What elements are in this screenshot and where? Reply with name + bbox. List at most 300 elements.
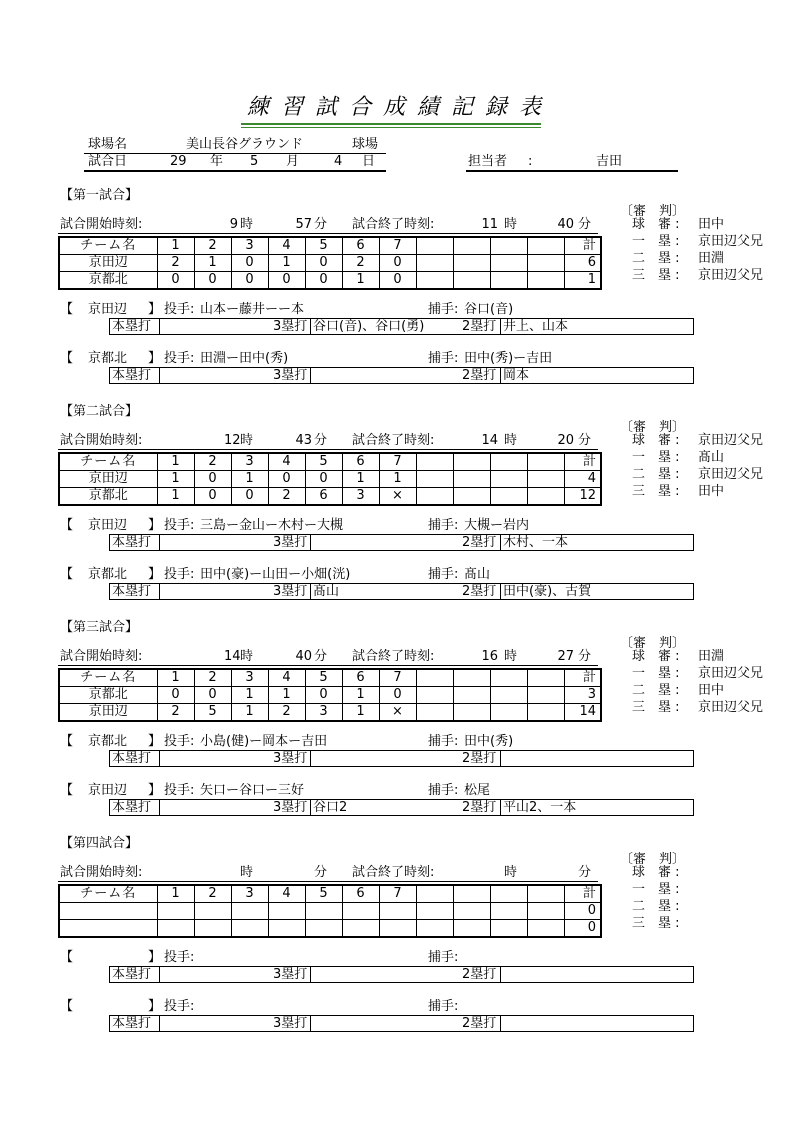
inning-score <box>194 920 231 938</box>
start-minute: 40 <box>295 649 312 664</box>
catcher-value: 髙山 <box>464 567 491 582</box>
inning-header <box>453 669 490 687</box>
end-hour-unit: 時 <box>504 217 518 232</box>
pitcher-label: 投手: <box>164 950 195 965</box>
catcher-value: 大槻ー岩内 <box>464 518 530 533</box>
inning-score <box>379 920 416 938</box>
umpire-third-value: 田中 <box>698 484 725 499</box>
team-total: 3 <box>564 687 601 704</box>
record-bracket-close: 】 <box>148 950 162 965</box>
umpire-third-value: 京田辺父兄 <box>698 268 764 283</box>
end-minute-unit: 分 <box>578 217 592 232</box>
inning-score: 0 <box>231 255 268 272</box>
divider <box>500 535 501 550</box>
umpire-third-label: 三 塁 : <box>632 268 680 283</box>
inning-score: 6 <box>305 488 342 506</box>
inning-header: 3 <box>231 885 268 903</box>
inning-score <box>416 272 453 290</box>
inning-header <box>490 453 527 471</box>
inning-score: 0 <box>231 488 268 506</box>
double-label: 2塁打 <box>462 319 497 334</box>
record-bracket-open: 【 <box>60 734 74 749</box>
triple-value: 谷口2 <box>313 800 348 815</box>
triple-label: 3塁打 <box>273 368 308 383</box>
hit-record-box <box>109 966 694 983</box>
person-value: 吉田 <box>596 154 623 169</box>
umpire-first-label: 一 塁 : <box>632 234 680 249</box>
end-minute-unit: 分 <box>578 433 592 448</box>
total-column-header: 計 <box>564 453 601 471</box>
person-colon: : <box>528 154 533 169</box>
inning-header: 5 <box>305 453 342 471</box>
inning-score <box>490 920 527 938</box>
team-total: 0 <box>564 903 601 920</box>
pitcher-label: 投手: <box>164 567 195 582</box>
triple-value: 髙山 <box>313 584 340 599</box>
catcher-label: 捕手: <box>428 302 459 317</box>
divider <box>310 800 311 815</box>
inning-header: 7 <box>379 237 416 255</box>
inning-score: 1 <box>342 471 379 488</box>
ground-label: 球場名 <box>88 137 128 152</box>
umpire-first-label: 一 塁 : <box>632 450 680 465</box>
inning-header: 5 <box>305 237 342 255</box>
end-hour-unit: 時 <box>504 865 518 880</box>
person-underline <box>466 170 678 172</box>
start-hour: 9 <box>229 217 238 232</box>
inning-score: 1 <box>231 704 268 722</box>
inning-score <box>490 687 527 704</box>
team-total: 14 <box>564 704 601 722</box>
inning-header <box>527 237 564 255</box>
umpire-first-value: 京田辺父兄 <box>698 234 764 249</box>
divider <box>159 319 160 334</box>
score-table <box>58 884 602 938</box>
triple-label: 3塁打 <box>273 751 308 766</box>
inning-score: 0 <box>194 471 231 488</box>
inning-score: 3 <box>305 704 342 722</box>
end-minute-unit: 分 <box>578 865 592 880</box>
team-name: 京都北 <box>59 488 157 506</box>
double-value: 平山2、一本 <box>503 800 577 815</box>
divider <box>500 751 501 766</box>
date-day: 4 <box>334 154 343 169</box>
double-value: 井上、山本 <box>503 319 569 334</box>
inning-header <box>527 453 564 471</box>
umpire-header: 〔審 判〕 <box>620 204 686 219</box>
start-hour-unit: 時 <box>240 649 254 664</box>
inning-score <box>527 920 564 938</box>
inning-score <box>490 903 527 920</box>
inning-score: 0 <box>268 272 305 290</box>
divider <box>310 967 311 982</box>
inning-score <box>416 255 453 272</box>
umpire-second-label: 二 塁 : <box>632 683 680 698</box>
start-minute-unit: 分 <box>314 865 328 880</box>
record-bracket-open: 【 <box>60 950 74 965</box>
divider <box>310 368 311 383</box>
hit-record-box <box>109 799 694 816</box>
divider <box>310 584 311 599</box>
pitcher-value: 矢口ー谷口ー三好 <box>200 783 305 798</box>
record-bracket-close: 】 <box>148 783 162 798</box>
team-total: 12 <box>564 488 601 506</box>
team-name: 京田辺 <box>59 255 157 272</box>
inning-score: 1 <box>342 687 379 704</box>
umpire-first-label: 一 塁 : <box>632 666 680 681</box>
triple-label: 3塁打 <box>273 319 308 334</box>
divider <box>159 800 160 815</box>
inning-score: 2 <box>268 704 305 722</box>
team-name <box>59 903 157 920</box>
date-year-unit: 年 <box>210 154 224 169</box>
inning-score <box>231 920 268 938</box>
team-name: 京田辺 <box>59 471 157 488</box>
inning-score: 1 <box>157 471 194 488</box>
catcher-label: 捕手: <box>428 734 459 749</box>
pitcher-value: 田中(豪)ー山田ー小畑(洸) <box>200 567 351 582</box>
hr-label: 本塁打 <box>112 967 152 982</box>
team-total: 6 <box>564 255 601 272</box>
triple-value: 谷口(音)、谷口(勇) <box>313 319 425 334</box>
umpire-second-label: 二 塁 : <box>632 467 680 482</box>
end-hour-unit: 時 <box>504 433 518 448</box>
inning-header: 4 <box>268 669 305 687</box>
catcher-label: 捕手: <box>428 351 459 366</box>
record-bracket-close: 】 <box>148 302 162 317</box>
umpire-first-value: 京田辺父兄 <box>698 666 764 681</box>
record-bracket-close: 】 <box>148 567 162 582</box>
inning-score <box>157 903 194 920</box>
triple-label: 3塁打 <box>273 1016 308 1031</box>
inning-score <box>416 471 453 488</box>
divider <box>310 1016 311 1031</box>
score-row <box>59 255 601 272</box>
team-column-header: チーム名 <box>59 237 157 255</box>
end-time-label: 試合終了時刻: <box>352 649 435 664</box>
pitcher-label: 投手: <box>164 351 195 366</box>
start-hour-unit: 時 <box>240 217 254 232</box>
umpire-plate-value: 田淵 <box>698 649 725 664</box>
inning-score <box>453 488 490 506</box>
inning-score: 1 <box>157 488 194 506</box>
double-label: 2塁打 <box>462 751 497 766</box>
inning-header: 7 <box>379 453 416 471</box>
umpire-plate-label: 球 審 : <box>632 217 680 232</box>
inning-score <box>453 255 490 272</box>
inning-header: 5 <box>305 669 342 687</box>
team-name: 京都北 <box>59 272 157 290</box>
catcher-value: 松尾 <box>464 783 491 798</box>
inning-score: 0 <box>379 272 416 290</box>
inning-score <box>453 920 490 938</box>
game-label: 【第三試合】 <box>60 620 139 635</box>
inning-header: 3 <box>231 669 268 687</box>
pitcher-label: 投手: <box>164 734 195 749</box>
inning-score <box>416 687 453 704</box>
divider <box>159 535 160 550</box>
hr-label: 本塁打 <box>112 751 152 766</box>
hr-label: 本塁打 <box>112 319 152 334</box>
divider <box>500 319 501 334</box>
inning-score <box>490 471 527 488</box>
hr-label: 本塁打 <box>112 368 152 383</box>
inning-score: 0 <box>157 272 194 290</box>
triple-label: 3塁打 <box>273 535 308 550</box>
inning-score <box>379 903 416 920</box>
divider <box>500 368 501 383</box>
inning-header: 6 <box>342 237 379 255</box>
divider <box>500 584 501 599</box>
start-time-underline <box>58 665 598 666</box>
double-value: 木村、一本 <box>503 535 569 550</box>
inning-score: 5 <box>194 704 231 722</box>
inning-score <box>453 704 490 722</box>
inning-score <box>527 704 564 722</box>
start-time-label: 試合開始時刻: <box>60 433 143 448</box>
game-label: 【第一試合】 <box>60 188 139 203</box>
inning-header <box>527 885 564 903</box>
score-row <box>59 687 601 704</box>
pitcher-label: 投手: <box>164 999 195 1014</box>
end-time-label: 試合終了時刻: <box>352 433 435 448</box>
start-minute: 57 <box>295 217 312 232</box>
hr-label: 本塁打 <box>112 1016 152 1031</box>
inning-score <box>490 704 527 722</box>
record-bracket-close: 】 <box>148 351 162 366</box>
date-month: 5 <box>250 154 259 169</box>
score-row <box>59 903 601 920</box>
triple-label: 3塁打 <box>273 967 308 982</box>
triple-label: 3塁打 <box>273 800 308 815</box>
hit-record-box <box>109 534 694 551</box>
catcher-label: 捕手: <box>428 783 459 798</box>
double-label: 2塁打 <box>462 800 497 815</box>
record-team: 京都北 <box>88 734 128 749</box>
inning-score <box>342 920 379 938</box>
inning-header: 1 <box>157 669 194 687</box>
inning-score <box>305 903 342 920</box>
umpire-third-label: 三 塁 : <box>632 700 680 715</box>
catcher-label: 捕手: <box>428 950 459 965</box>
umpire-plate-label: 球 審 : <box>632 649 680 664</box>
inning-header: 2 <box>194 669 231 687</box>
record-bracket-open: 【 <box>60 999 74 1014</box>
inning-score: × <box>379 704 416 722</box>
inning-score: 1 <box>268 255 305 272</box>
double-label: 2塁打 <box>462 1016 497 1031</box>
inning-score: 0 <box>268 471 305 488</box>
inning-header: 2 <box>194 453 231 471</box>
catcher-label: 捕手: <box>428 518 459 533</box>
inning-header: 1 <box>157 885 194 903</box>
title-underline <box>241 123 541 125</box>
inning-score: 0 <box>194 687 231 704</box>
pitcher-label: 投手: <box>164 302 195 317</box>
team-total: 1 <box>564 272 601 290</box>
divider <box>159 368 160 383</box>
hr-label: 本塁打 <box>112 584 152 599</box>
record-bracket-close: 】 <box>148 734 162 749</box>
start-hour-unit: 時 <box>240 865 254 880</box>
inning-score: 2 <box>157 704 194 722</box>
inning-score <box>453 687 490 704</box>
umpire-plate-label: 球 審 : <box>632 865 680 880</box>
end-minute: 27 <box>557 649 574 664</box>
record-bracket-open: 【 <box>60 783 74 798</box>
record-bracket-open: 【 <box>60 351 74 366</box>
inning-header <box>490 885 527 903</box>
double-label: 2塁打 <box>462 368 497 383</box>
inning-header: 7 <box>379 669 416 687</box>
divider <box>159 1016 160 1031</box>
score-row <box>59 704 601 722</box>
score-row <box>59 471 601 488</box>
umpire-plate-value: 京田辺父兄 <box>698 433 764 448</box>
record-team: 京田辺 <box>88 518 128 533</box>
page-title: 練習試合成績記録表 <box>246 95 553 120</box>
hit-record-box <box>109 318 694 335</box>
inning-header: 4 <box>268 885 305 903</box>
record-team: 京田辺 <box>88 302 128 317</box>
inning-score: 2 <box>157 255 194 272</box>
hit-record-box <box>109 583 694 600</box>
ground-suffix: 球場 <box>352 137 379 152</box>
inning-header <box>416 453 453 471</box>
record-team: 京都北 <box>88 567 128 582</box>
start-time-underline <box>58 233 598 234</box>
start-minute-unit: 分 <box>314 649 328 664</box>
pitcher-value: 田淵ー田中(秀) <box>200 351 289 366</box>
team-name: 京都北 <box>59 687 157 704</box>
catcher-label: 捕手: <box>428 999 459 1014</box>
start-time-underline <box>58 881 598 882</box>
inning-score <box>490 272 527 290</box>
start-time-underline <box>58 449 598 450</box>
start-hour: 12 <box>224 433 241 448</box>
team-column-header: チーム名 <box>59 453 157 471</box>
record-bracket-open: 【 <box>60 567 74 582</box>
end-minute: 20 <box>557 433 574 448</box>
hit-record-box <box>109 367 694 384</box>
pitcher-value: 三島ー金山ー木村ー大槻 <box>200 518 344 533</box>
inning-score <box>268 903 305 920</box>
inning-score: 0 <box>305 255 342 272</box>
end-hour: 11 <box>481 217 498 232</box>
inning-score <box>453 272 490 290</box>
catcher-value: 谷口(音) <box>464 302 514 317</box>
score-header-row <box>59 237 601 255</box>
divider <box>159 584 160 599</box>
inning-score <box>231 903 268 920</box>
ground-value: 美山長谷グラウンド <box>186 137 304 152</box>
divider <box>310 751 311 766</box>
start-minute: 43 <box>295 433 312 448</box>
score-row <box>59 920 601 938</box>
inning-score <box>416 704 453 722</box>
inning-score: 1 <box>342 272 379 290</box>
inning-score: 0 <box>379 255 416 272</box>
divider <box>159 751 160 766</box>
umpire-plate-label: 球 審 : <box>632 433 680 448</box>
record-bracket-open: 【 <box>60 302 74 317</box>
inning-score: 1 <box>379 471 416 488</box>
inning-header: 4 <box>268 237 305 255</box>
score-header-row <box>59 669 601 687</box>
start-hour-unit: 時 <box>240 433 254 448</box>
triple-label: 3塁打 <box>273 584 308 599</box>
inning-score: × <box>379 488 416 506</box>
team-total: 0 <box>564 920 601 938</box>
pitcher-value: 小島(健)ー岡本ー吉田 <box>200 734 328 749</box>
record-bracket-open: 【 <box>60 518 74 533</box>
inning-header: 5 <box>305 885 342 903</box>
umpire-second-label: 二 塁 : <box>632 899 680 914</box>
score-table <box>58 452 602 506</box>
hit-record-box <box>109 1015 694 1032</box>
record-bracket-close: 】 <box>148 999 162 1014</box>
inning-header <box>527 669 564 687</box>
inning-score: 0 <box>305 687 342 704</box>
umpire-plate-value: 田中 <box>698 217 725 232</box>
record-team: 京田辺 <box>88 783 128 798</box>
person-label: 担当者 <box>468 154 508 169</box>
date-year: 29 <box>170 154 187 169</box>
inning-score <box>453 471 490 488</box>
inning-score <box>157 920 194 938</box>
inning-header <box>453 453 490 471</box>
catcher-value: 田中(秀)ー吉田 <box>464 351 553 366</box>
divider <box>310 535 311 550</box>
inning-score: 0 <box>194 488 231 506</box>
umpire-first-label: 一 塁 : <box>632 882 680 897</box>
divider <box>500 967 501 982</box>
inning-header <box>490 237 527 255</box>
end-hour: 16 <box>481 649 498 664</box>
team-name <box>59 920 157 938</box>
umpire-second-value: 田中 <box>698 683 725 698</box>
double-label: 2塁打 <box>462 584 497 599</box>
inning-score: 0 <box>305 471 342 488</box>
record-team: 京都北 <box>88 351 128 366</box>
catcher-value: 田中(秀) <box>464 734 514 749</box>
divider <box>500 800 501 815</box>
inning-score <box>268 920 305 938</box>
score-header-row <box>59 453 601 471</box>
double-label: 2塁打 <box>462 967 497 982</box>
inning-header: 2 <box>194 237 231 255</box>
inning-header <box>453 237 490 255</box>
inning-header <box>490 669 527 687</box>
inning-header: 6 <box>342 453 379 471</box>
game-label: 【第四試合】 <box>60 836 139 851</box>
inning-header <box>453 885 490 903</box>
inning-header: 3 <box>231 237 268 255</box>
inning-score: 0 <box>194 272 231 290</box>
umpire-first-value: 髙山 <box>698 450 725 465</box>
inning-header: 3 <box>231 453 268 471</box>
umpire-third-label: 三 塁 : <box>632 484 680 499</box>
inning-header <box>416 237 453 255</box>
inning-score <box>305 920 342 938</box>
inning-header <box>416 885 453 903</box>
end-time-label: 試合終了時刻: <box>352 865 435 880</box>
inning-score: 0 <box>379 687 416 704</box>
hr-label: 本塁打 <box>112 800 152 815</box>
date-day-unit: 日 <box>362 154 376 169</box>
inning-score: 2 <box>268 488 305 506</box>
total-column-header: 計 <box>564 669 601 687</box>
